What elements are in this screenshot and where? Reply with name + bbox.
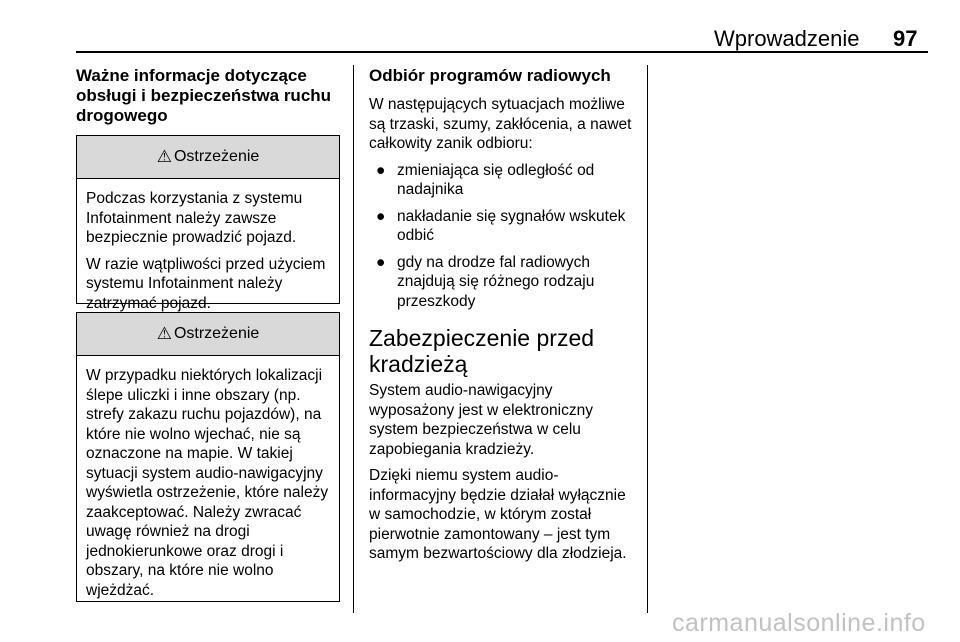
warning-box-header bbox=[77, 136, 339, 179]
interference-list bbox=[369, 161, 639, 312]
list-item: ● gdy na drodze fal radiowych znajdują się różnego rodzaju przeszkody bbox=[376, 253, 595, 310]
safety-section-heading: Ważne informacje dotyczące obsługi i bezpieczeństwa ruchu drogowego bbox=[76, 66, 332, 125]
warning-paragraph: W razie wątpliwości przed użyciem systemu Infotainment należy zatrzymać pojazd. bbox=[86, 255, 326, 312]
bullet-icon: ● bbox=[376, 207, 386, 225]
radio-reception-heading: Odbiór programów radiowych bbox=[369, 66, 611, 85]
warning-title: Ostrzeżenie bbox=[173, 325, 260, 342]
radio-intro-paragraph: W następujących sytuacjach możliwe są trzaski, szumy, zakłócenia, a nawet całkowity zanik odbioru: bbox=[369, 96, 632, 152]
right-column bbox=[369, 66, 639, 571]
column-divider-right bbox=[647, 65, 648, 613]
warning-box-1 bbox=[76, 135, 340, 312]
list-item: ● nakładanie się sygnałów wskutek odbić bbox=[376, 207, 626, 244]
warning-box-body bbox=[77, 179, 339, 313]
warning-title: Ostrzeżenie bbox=[173, 148, 260, 165]
list-item: ● zmieniająca się odległość od nadajnika bbox=[376, 161, 595, 198]
bullet-icon: ● bbox=[376, 253, 386, 271]
page-number: 97 bbox=[893, 26, 918, 51]
column-divider bbox=[353, 65, 354, 613]
warning-paragraph: Podczas korzystania z systemu Infotainment należy zawsze bezpiecznie prowadzić pojazd. bbox=[86, 190, 303, 246]
theft-paragraph: Dzięki niemu system audio-informacyjny będzie działał wyłącznie w samochodzie, w którym został pierwotnie zamontowany – jest tym samym bezwartościowy dla złodzieja. bbox=[369, 467, 627, 562]
chapter-title: Wprowadzenie bbox=[714, 26, 860, 51]
warning-box-body bbox=[77, 356, 339, 600]
bullet-icon: ● bbox=[376, 161, 386, 179]
header-rule bbox=[76, 51, 928, 53]
warning-box-2 bbox=[76, 312, 340, 602]
warning-triangle-icon: ⚠ bbox=[156, 324, 172, 343]
watermark: carmanualsonline.info bbox=[672, 609, 926, 637]
warning-triangle-icon: ⚠ bbox=[156, 147, 172, 166]
theft-paragraph: System audio-nawigacyjny wyposażony jest w elektroniczny system bezpieczeństwa w celu zapobiegania kradzieży. bbox=[369, 382, 593, 458]
warning-box-header bbox=[77, 313, 339, 356]
warning-paragraph: W przypadku niektórych lokalizacji ślepe uliczki i inne obszary (np. strefy zakazu ruchu pojazdów), na które nie wolno wjechać, nie są oznaczone na mapie. W takiej sytuacji system audio-nawigacyjny wyświetla ostrzeżenie, które należy zaakceptować. Należy zwracać uwagę również na drogi jednokierunkowe oraz drogi i obszary, na które nie wolno wjeżdżać. bbox=[86, 367, 329, 599]
theft-protection-heading: Zabezpieczenie przed kradzieżą bbox=[369, 325, 595, 377]
